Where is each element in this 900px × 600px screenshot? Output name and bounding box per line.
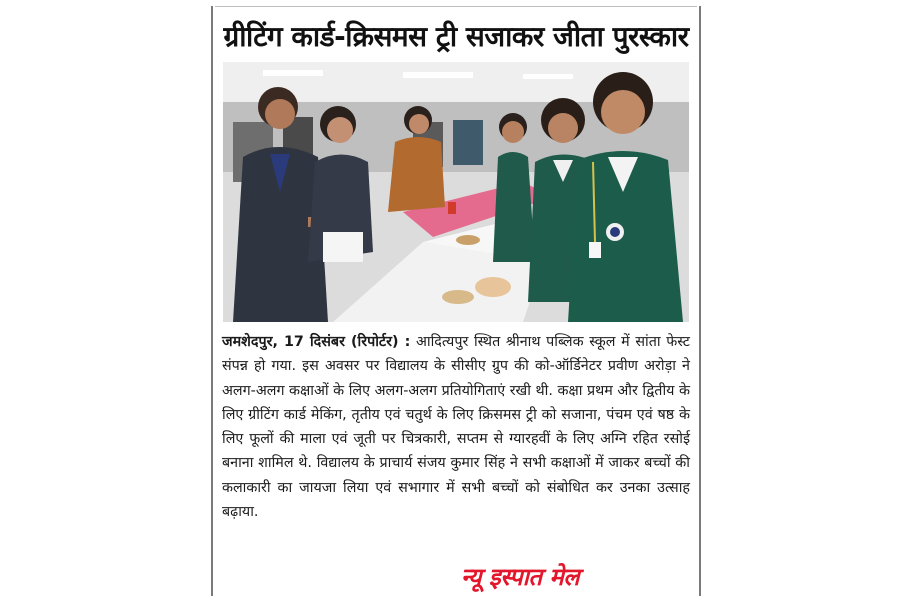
article-body-text: आदित्यपुर स्थित श्रीनाथ पब्लिक स्कूल में सांता फेस्ट संपन्न हो गया. इस अवसर पर विद्यालय के सीसीए ग्रुप की को-ऑर्डिनेटर प्रवीण अरोड़ा ने अलग-अलग कक्षाओं के लिए अलग-अलग प्रतियोगिताएं रखी थी. कक्षा प्रथम और द्वितीय के लिए ग्रीटिंग कार्ड मेकिंग, तृतीय एवं चतुर्थ के लिए क्रिसमस ट्री को सजाना, पंचम एवं षष्ठ के लिए फूलों की माला एवं जूती पर चित्रकारी, सप्तम से ग्यारहवीं के लिए अग्नि रहित रसोई बनाना शामिल थे. विद्यालय के प्राचार्य संजय कुमार सिंह ने सभी कक्षाओं में जाकर बच्चों की कलाकारी का जायजा लिया एवं सभागार में सभी बच्चों को संबोधित कर उनका उत्साह बढ़ाया. [222, 334, 691, 521]
column-rule-top [215, 6, 697, 7]
article-headline: ग्रीटिंग कार्ड-क्रिसमस ट्री सजाकर जीता पुरस्कार [223, 20, 689, 53]
article-dateline: जमशेदपुर, 17 दिसंबर (रिपोर्टर) : [222, 334, 411, 350]
article-body [222, 330, 690, 524]
column-rule-left [211, 6, 213, 596]
article-photo [223, 62, 689, 322]
event-photo-illustration [223, 62, 689, 322]
newspaper-masthead: न्यू इस्पात मेल [461, 563, 579, 591]
column-rule-right [699, 6, 701, 596]
